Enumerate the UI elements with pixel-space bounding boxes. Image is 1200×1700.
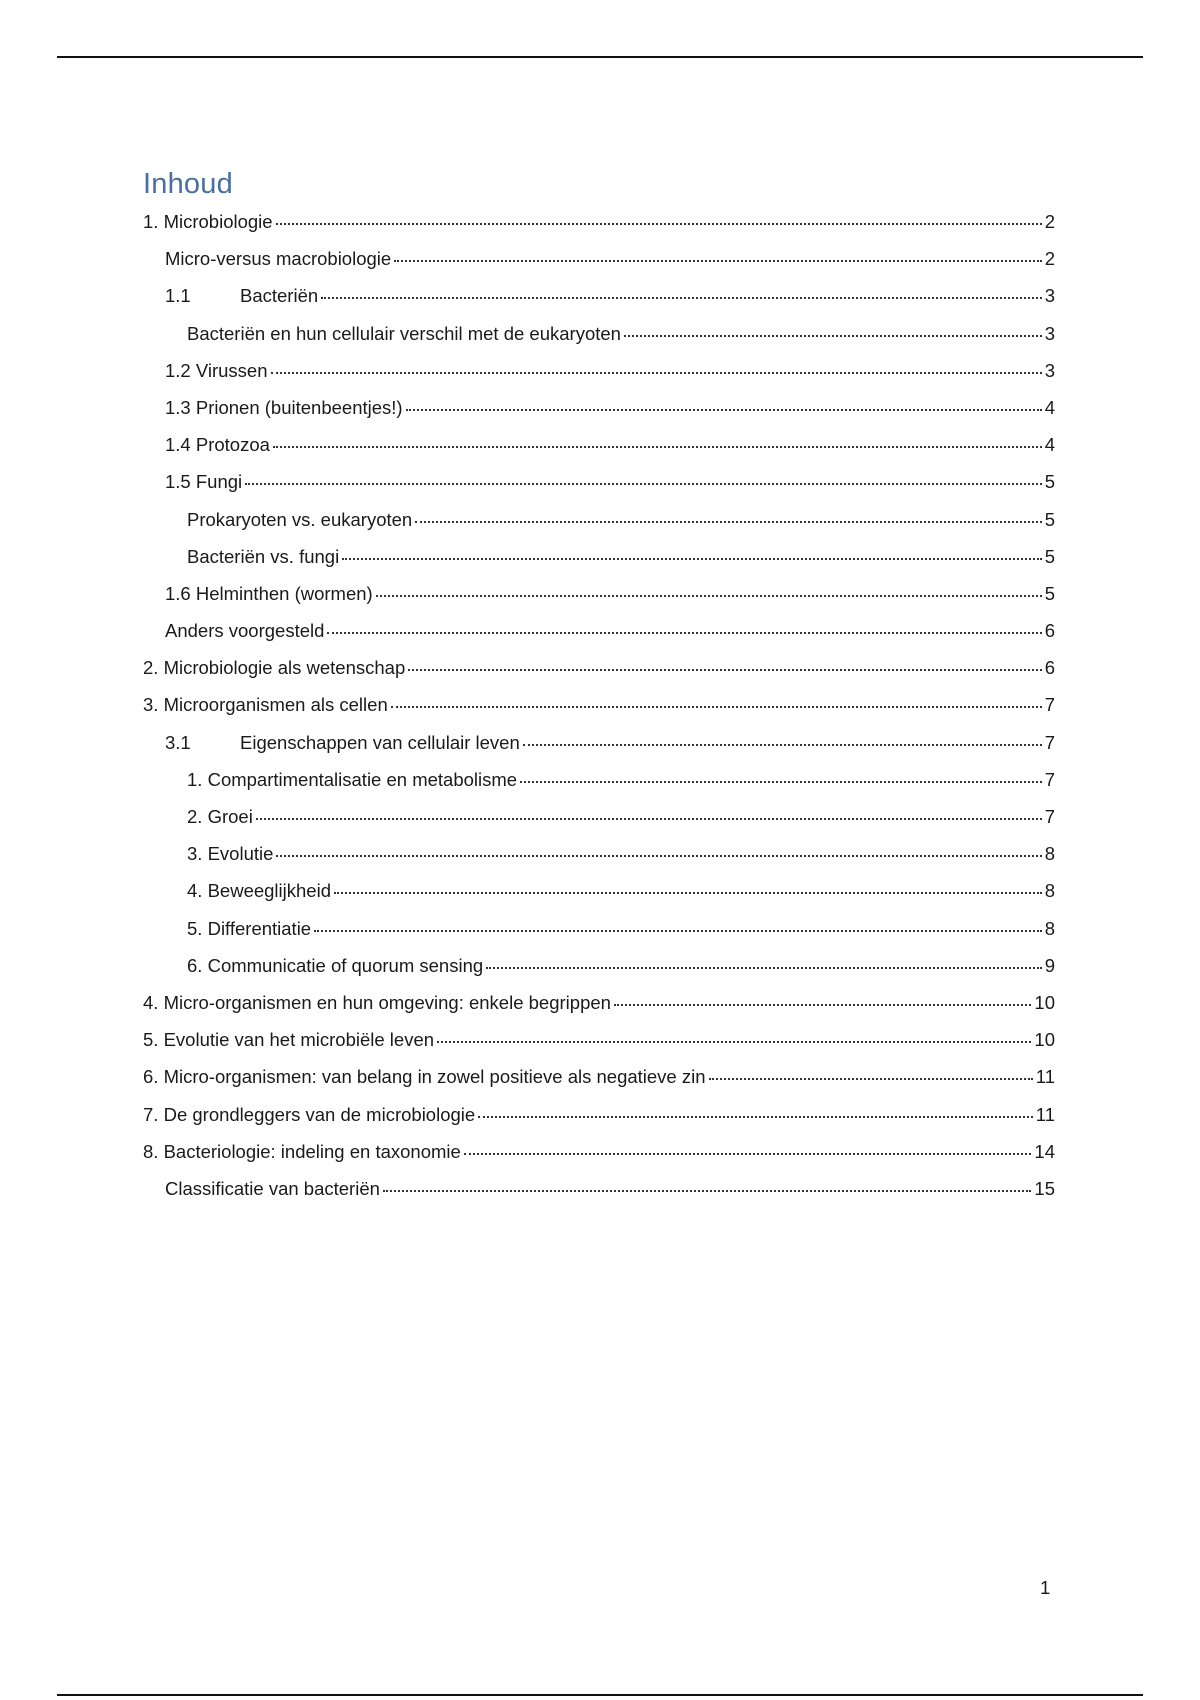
toc-entry-page: 2 [1044,211,1055,232]
dot-leader [383,1189,1032,1192]
toc-entry-number: 6. [143,1066,164,1088]
toc-entry-page: 9 [1044,954,1055,976]
toc-entry-page: 7 [1044,768,1055,790]
toc-entry-row [143,210,1055,234]
dot-leader [709,1077,1033,1080]
toc-entry-label: Classificatie van bacteriën [165,1177,380,1199]
toc-entry-page: 5 [1044,471,1055,493]
toc-entry-number: 7. [143,1103,164,1125]
toc-entry-row [165,396,1055,420]
toc-entry[interactable] [143,210,1055,247]
toc-entry-page: 5 [1044,582,1055,604]
toc-entry-page: 4 [1044,396,1055,418]
toc-entry-label: Communicatie of quorum sensing [207,954,484,976]
toc-entry-page: 10 [1034,991,1055,1013]
dot-leader [624,334,1042,337]
toc-entry-label: Bacteriën en hun cellulair verschil met de eukaryoten [187,322,621,344]
dot-leader [256,817,1042,820]
toc-entry[interactable] [143,731,1055,768]
toc-entry-label: Microorganismen als cellen [163,694,388,716]
toc-entry-page: 6 [1044,657,1055,679]
toc-entry-number: 5. [187,917,208,939]
toc-entry-row [187,545,1055,569]
toc-entry[interactable] [143,396,1055,433]
toc-entry-row [165,359,1055,383]
toc-entry-number: 3. [143,694,164,716]
toc-entry-label: Microbiologie als wetenschap [163,657,406,679]
toc-entry-row [165,1177,1055,1201]
toc-entry-label: Prokaryoten vs. eukaryoten [187,508,413,530]
dot-leader [342,557,1042,560]
header-rule [57,56,1143,58]
toc-entry-label: De grondleggers van de microbiologie [163,1103,476,1125]
toc-entry-row [187,917,1055,941]
dot-leader [327,631,1041,634]
toc-entry-label: Virussen [195,359,268,381]
toc-entry-label: Helminthen (wormen) [195,582,373,604]
toc-entry-number: 6. [187,954,208,976]
toc-entry-row [187,768,1055,792]
toc-entry-row [143,1103,1055,1127]
toc-entry-row [143,1140,1055,1164]
toc-entry-page: 6 [1044,620,1055,642]
toc-entry-page: 10 [1034,1029,1055,1051]
toc-entry-number: 4. [143,991,164,1013]
toc-entry[interactable] [143,433,1055,470]
dot-leader [273,445,1042,448]
toc-entry[interactable] [143,1065,1055,1102]
toc-entry-row [165,284,1055,308]
toc-entry-row [143,991,1055,1015]
toc-entry-label: Groei [207,806,253,827]
dot-leader [406,408,1042,411]
toc-entry-label: Micro-versus macrobiologie [165,248,392,270]
toc-entry-number: 1. [187,768,208,790]
toc-entry-page: 8 [1044,843,1055,865]
toc-entry[interactable] [143,842,1055,879]
toc-entry-page: 14 [1034,1140,1055,1162]
toc-entry-number: 2. [143,657,164,679]
toc-entry[interactable] [143,284,1055,321]
toc-entry-number: 5. [143,1029,164,1051]
toc-entry-label: Eigenschappen van cellulair leven [240,731,520,753]
toc-entry-number: 4. [187,880,208,902]
toc-entry-label: Protozoa [195,434,270,456]
toc-entry-page: 8 [1044,917,1055,939]
page-number: 1 [1040,1577,1051,1598]
toc-entry-row [187,508,1055,532]
dot-leader [276,854,1041,857]
toc-entry[interactable] [143,582,1055,619]
toc-entry-page: 5 [1044,508,1055,530]
toc-entry[interactable] [143,768,1055,805]
toc-entry-row [187,842,1055,866]
dot-leader [437,1040,1031,1043]
toc-entry-label: Fungi [195,471,243,493]
toc-entry-page: 3 [1044,359,1055,381]
toc-entry-label: Micro-organismen en hun omgeving: enkele begrippen [163,991,611,1013]
toc-entry-label: Prionen (buitenbeentjes!) [195,396,403,418]
toc-entry-label: Evolutie [207,843,274,865]
dot-leader [408,668,1041,671]
toc-entry-page: 11 [1035,1066,1055,1088]
footer-rule [57,1694,1143,1696]
toc-entry-number: 8. [143,1140,164,1162]
dot-leader [523,743,1042,746]
toc-entry-number: 1.3 [165,396,196,418]
toc-entry[interactable] [143,1028,1055,1065]
toc-entry-page: 4 [1044,434,1055,456]
toc-entry[interactable] [143,619,1055,656]
dot-leader [276,222,1042,225]
toc-entry-row [143,1028,1055,1052]
toc-title: Inhoud [143,168,233,200]
dot-leader [415,520,1042,523]
toc-entry-label: Anders voorgesteld [165,620,325,642]
toc-entry[interactable] [143,693,1055,730]
dot-leader [314,929,1042,932]
dot-leader [520,780,1042,783]
toc-entry-number: 3.1 [165,731,191,753]
toc-entry[interactable] [143,1103,1055,1140]
toc-entry-row [187,879,1055,903]
toc-entry-page: 5 [1044,545,1055,567]
dot-leader [245,482,1042,485]
toc-entry[interactable] [143,322,1055,359]
toc-entry-row [165,470,1055,494]
toc-entry-number: 2. [187,806,208,827]
toc-entry[interactable] [143,656,1055,693]
toc-entry-row [165,731,1055,755]
toc-entry-number: 1. [143,211,164,232]
toc-entry-label: Bacteriën [240,285,319,307]
toc-entry-row [187,954,1055,978]
toc-entry-number: 1.5 [165,471,196,493]
toc-entry-label: Bacteriologie: indeling en taxonomie [163,1140,461,1162]
toc-entry-number: 1.6 [165,582,196,604]
toc-entry-row [143,656,1055,680]
toc-entry-page: 15 [1034,1177,1055,1199]
toc-entry-label: Differentiatie [207,917,312,939]
toc-entry[interactable] [143,545,1055,582]
toc-entry-row [165,247,1055,271]
dot-leader [478,1115,1033,1118]
toc-entry[interactable] [143,991,1055,1028]
toc-entry[interactable] [143,1140,1055,1177]
toc-entry-number: 3. [187,843,208,865]
toc-entry-label: Micro-organismen: van belang in zowel positieve als negatieve zin [163,1066,706,1088]
toc-entry-row [165,433,1055,457]
toc-entry-page: 2 [1044,248,1055,270]
toc-entry[interactable] [143,508,1055,545]
toc-entry-page: 7 [1044,694,1055,716]
toc-entry-label: Bacteriën vs. fungi [187,545,340,567]
toc-entry[interactable] [143,470,1055,507]
dot-leader [464,1152,1032,1155]
dot-leader [376,594,1042,597]
toc-entry[interactable] [143,805,1055,842]
dot-leader [271,371,1042,374]
toc-entry-label: Evolutie van het microbiële leven [163,1029,435,1051]
toc-entry-row [165,582,1055,606]
toc-entry-page: 11 [1035,1103,1055,1125]
toc-entry-page: 3 [1044,322,1055,344]
toc-entry-number: 1.4 [165,434,196,456]
toc-entry-row [143,1065,1055,1089]
toc-entry-number: 1.1 [165,285,191,307]
dot-leader [321,296,1042,299]
toc-entry[interactable] [143,359,1055,396]
toc-entry[interactable] [143,879,1055,916]
toc-entry-page: 7 [1044,806,1055,827]
toc-entry[interactable] [143,247,1055,284]
dot-leader [394,259,1042,262]
toc-entry[interactable] [143,1177,1055,1214]
toc-entry-row [187,322,1055,346]
toc-entry-label: Beweeglijkheid [207,880,331,902]
dot-leader [614,1003,1031,1006]
toc-entry[interactable] [143,954,1055,991]
toc-entry-row [143,693,1055,717]
toc-entry[interactable] [143,917,1055,954]
toc-entry-label: Compartimentalisatie en metabolisme [207,768,518,790]
table-of-contents [143,210,1055,1214]
toc-entry-number: 1.2 [165,359,196,381]
dot-leader [391,705,1042,708]
toc-entry-row [187,805,1055,829]
dot-leader [486,966,1042,969]
toc-entry-row [165,619,1055,643]
toc-entry-page: 8 [1044,880,1055,902]
toc-entry-label: Microbiologie [163,211,273,232]
dot-leader [334,891,1042,894]
toc-entry-page: 7 [1044,731,1055,753]
toc-entry-page: 3 [1044,285,1055,307]
